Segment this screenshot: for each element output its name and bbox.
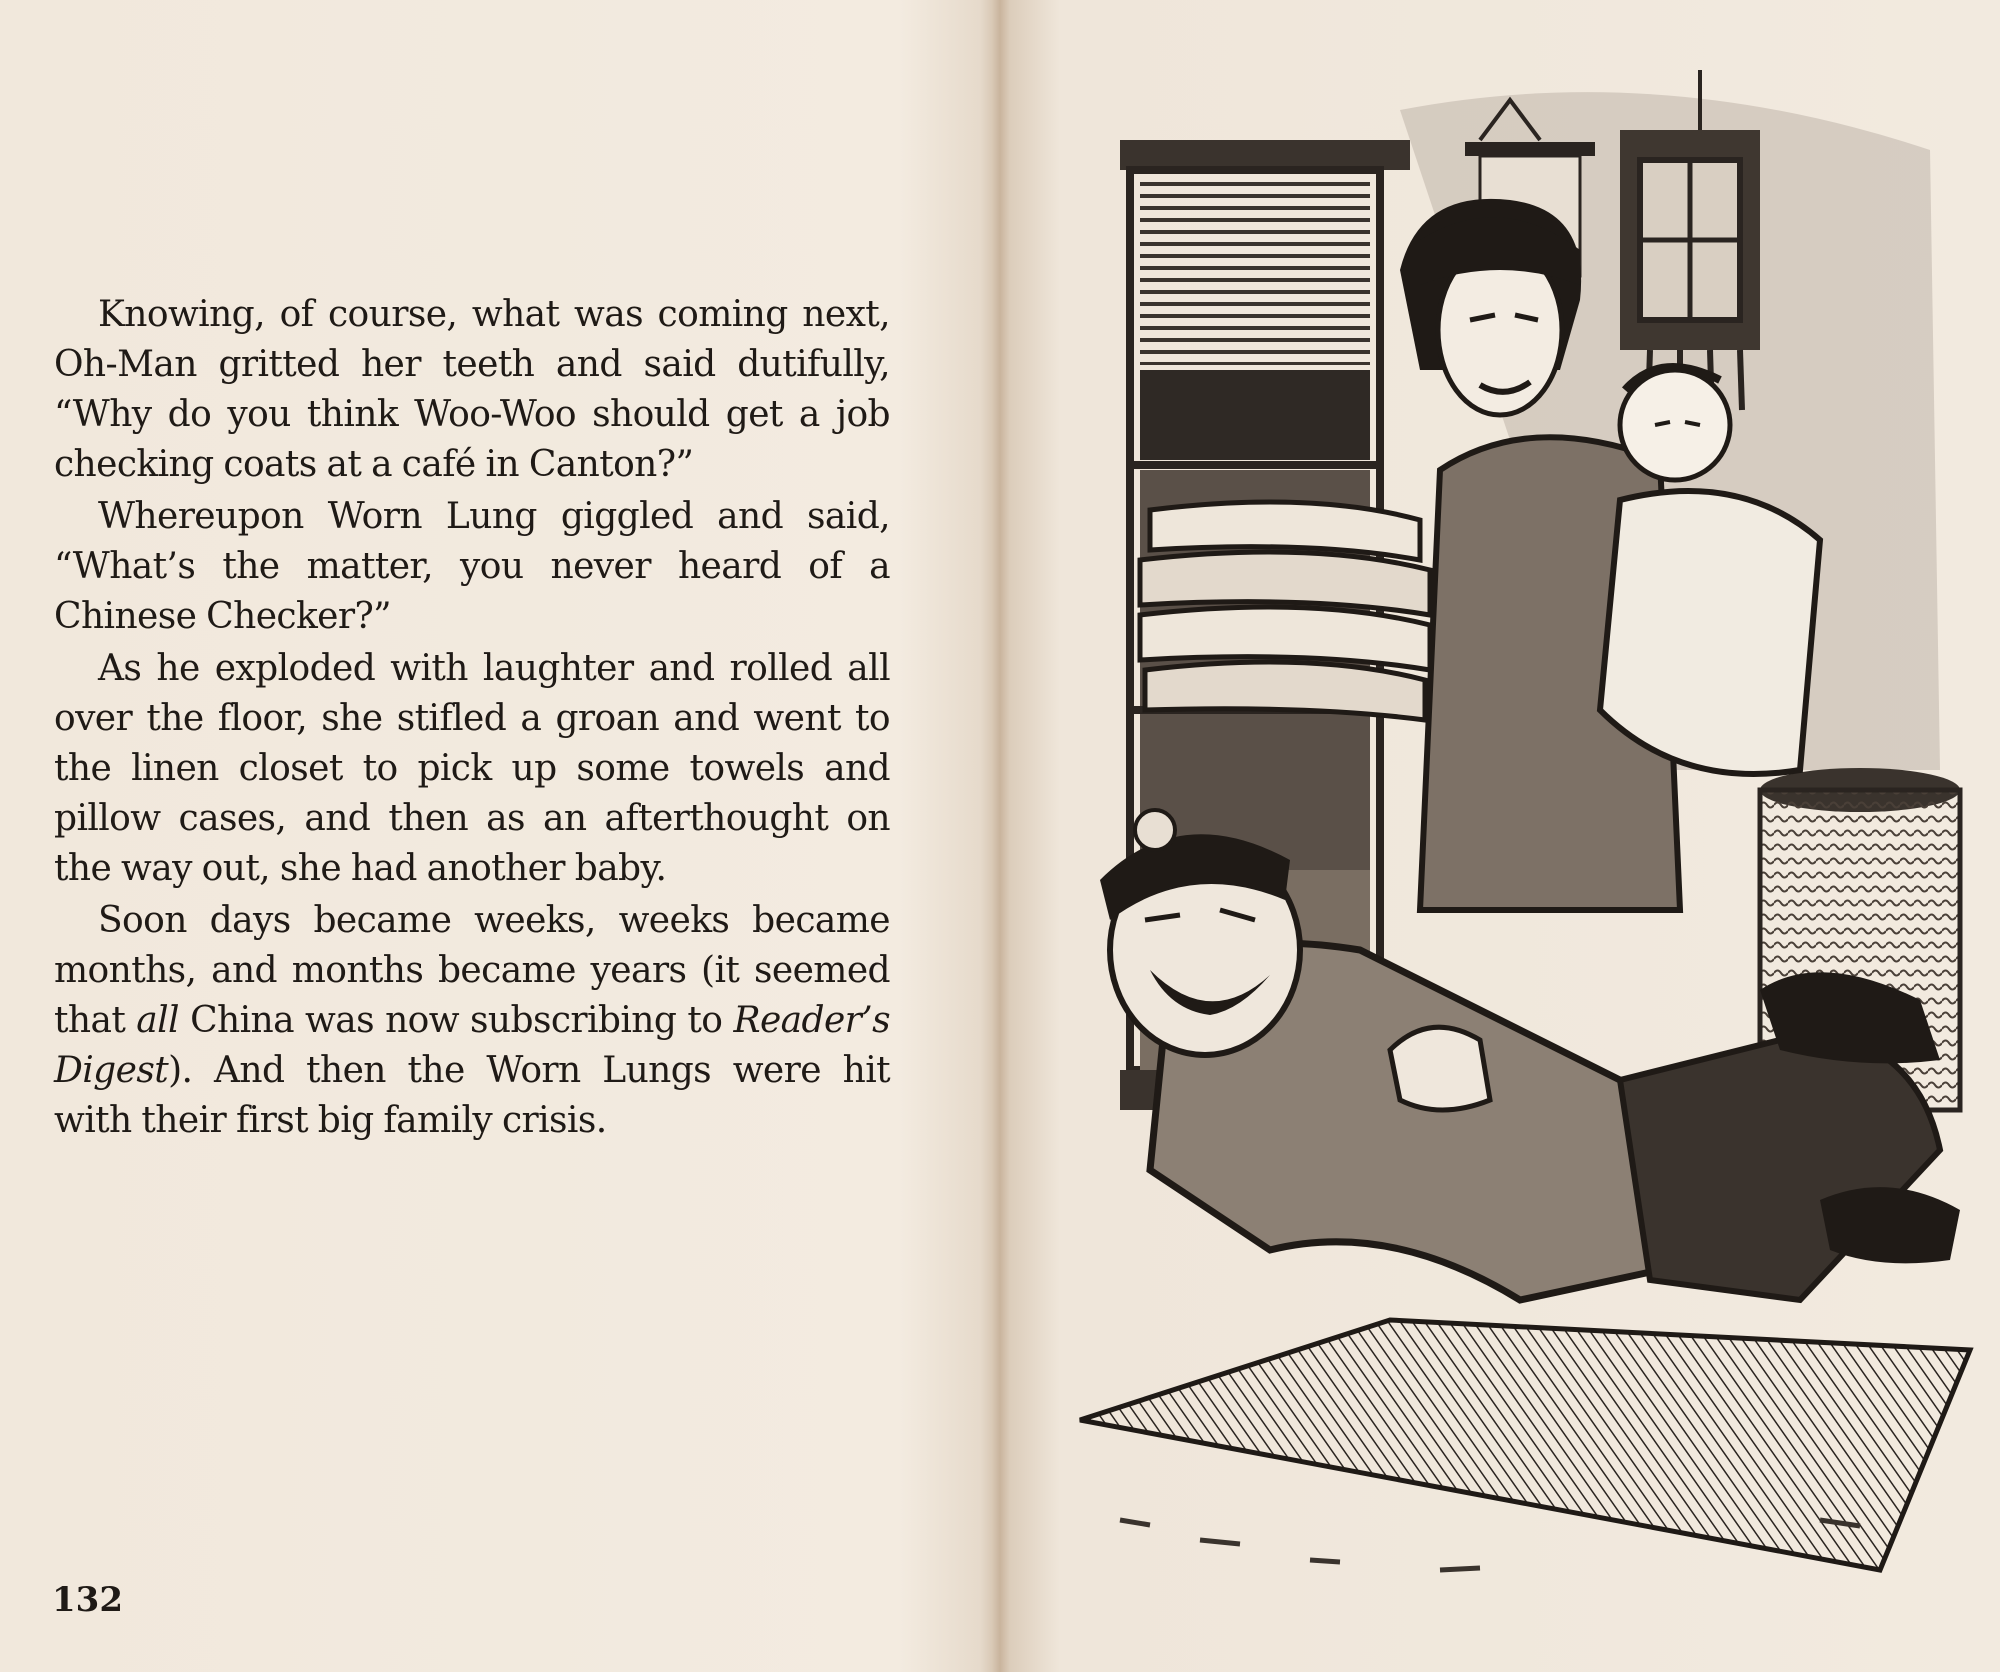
story-text <box>54 290 890 1146</box>
paragraph-4-part-1: Soon days became weeks, weeks became months, and months became years (it seemed that <box>54 900 890 1041</box>
paragraph-3: As he exploded with laughter and rolled all over the floor, she stifled a groan and went to the linen closet to pick up some towels and pillow cases, and then as an afterthought on the way out, she had another baby. <box>54 648 890 889</box>
towel-stack <box>1140 502 1430 720</box>
paragraph-4 <box>54 896 890 1146</box>
cartoon-illustration <box>1060 70 1980 1600</box>
left-page <box>0 0 990 1672</box>
paragraph-2: Whereupon Worn Lung giggled and said, “What’s the matter, you never heard of a Chinese Checker?” <box>54 496 890 637</box>
paragraph-4-part-2: China was now subscribing to <box>178 1000 734 1041</box>
paragraph-1: Knowing, of course, what was coming next, Oh-Man gritted her teeth and said dutifully, “Why do you think Woo-Woo should get a job checking coats at a café in Canton?” <box>54 294 890 485</box>
page-number: 132 <box>52 1580 123 1620</box>
illustration-svg <box>1060 70 1980 1600</box>
right-page <box>1000 0 2000 1672</box>
paragraph-4-part-3: ). And then the Worn Lungs were hit with their first big family crisis. <box>54 1050 890 1141</box>
paragraph-4-emphasis-all: all <box>136 1000 179 1041</box>
paragraph-4-emphasis-readers-digest: Reader’s Digest <box>54 1000 890 1091</box>
floor-mat <box>1080 1320 1970 1570</box>
